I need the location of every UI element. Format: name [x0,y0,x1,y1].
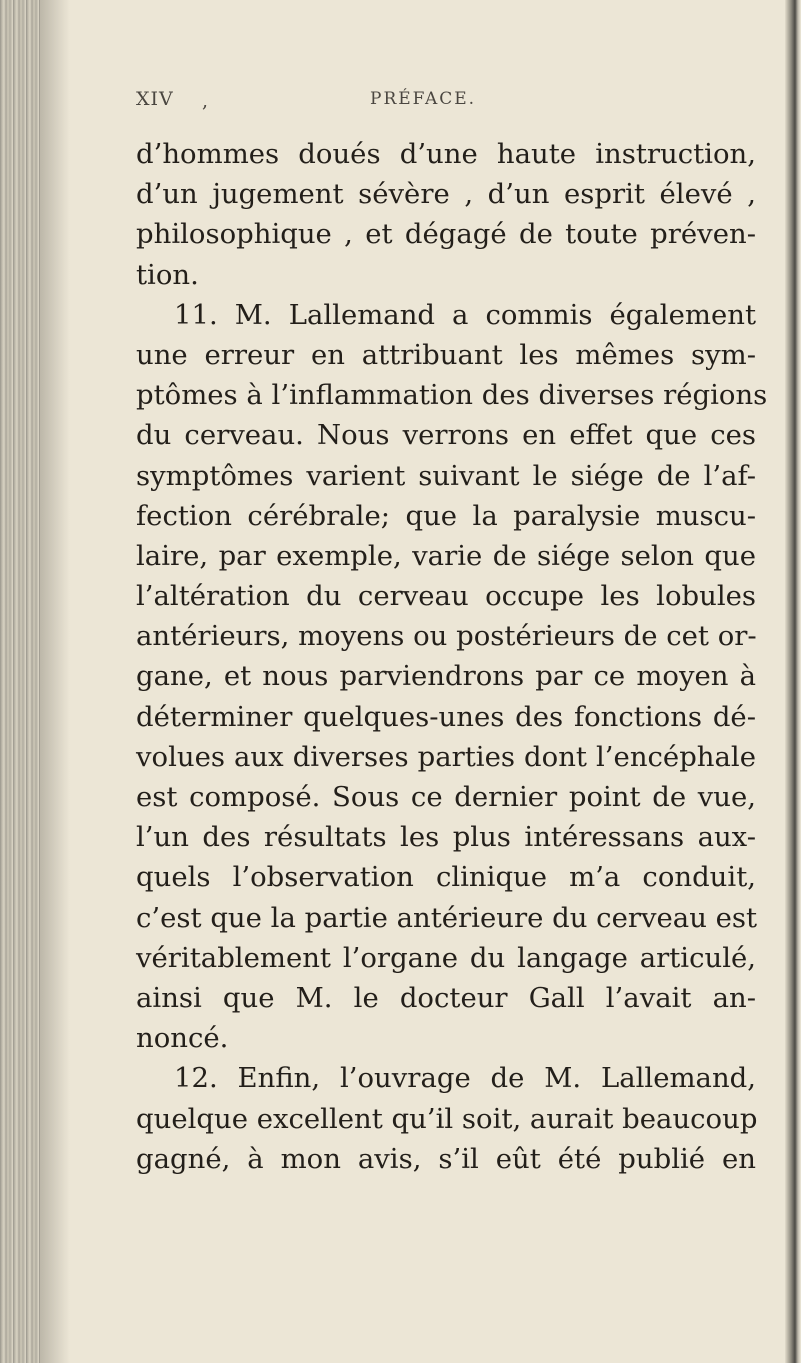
text-line: ainsi que M. le docteur Gall l’avait an- [136,981,756,1014]
paragraph-11-start: 11. M. Lallemand a commis également [174,298,756,331]
text-line: laire, par exemple, varie de siége selon que [136,539,756,572]
text-line: philosophique , et dégagé de toute préven- [136,218,756,251]
text-line: noncé. [136,1022,229,1055]
text-line: fection cérébrale; que la paralysie muscu- [136,499,756,532]
text-line: quelque excellent qu’il soit, aurait beaucoup [136,1102,758,1135]
book-page [136,88,766,1179]
page-header [136,88,766,118]
text-line: l’altération du cerveau occupe les lobules [136,580,756,613]
text-line: ptômes à l’inflammation des diverses régions [136,379,768,412]
page-edge-right [785,0,801,1363]
text-line: symptômes varient suivant le siége de l’af- [136,459,756,492]
header-separator: , [202,90,209,112]
text-line: volues aux diverses parties dont l’encéphale [136,740,756,773]
body-text [136,134,766,1179]
text-line: d’hommes doués d’une haute instruction, [136,138,756,170]
text-line: antérieurs, moyens ou postérieurs de cet or- [136,620,757,653]
text-line: du cerveau. Nous verrons en effet que ces [136,419,756,452]
text-line: une erreur en attribuant les mêmes sym- [136,338,756,371]
page-gutter-left [0,0,40,1363]
running-title: PRÉFACE. [370,89,477,109]
text-line: l’un des résultats les plus intéressans aux- [136,821,756,854]
page-number: XIV [136,88,174,110]
text-line: c’est que la partie antérieure du cerveau est [136,901,758,934]
paragraph-12-start: 12. Enfin, l’ouvrage de M. Lallemand, [174,1062,756,1095]
text-line: d’un jugement sévère , d’un esprit élevé , [136,178,756,211]
text-line: est composé. Sous ce dernier point de vue, [136,781,756,813]
text-line: gane, et nous parviendrons par ce moyen à [136,660,756,693]
gutter-shadow [40,0,70,1363]
text-line: tion. [136,258,199,291]
text-line: quels l’observation clinique m’a conduit, [136,861,756,894]
text-line: déterminer quelques-unes des fonctions dé- [136,700,756,733]
text-line: gagné, à mon avis, s’il eût été publié en [136,1142,756,1175]
text-line: véritablement l’organe du langage articulé, [136,941,756,974]
